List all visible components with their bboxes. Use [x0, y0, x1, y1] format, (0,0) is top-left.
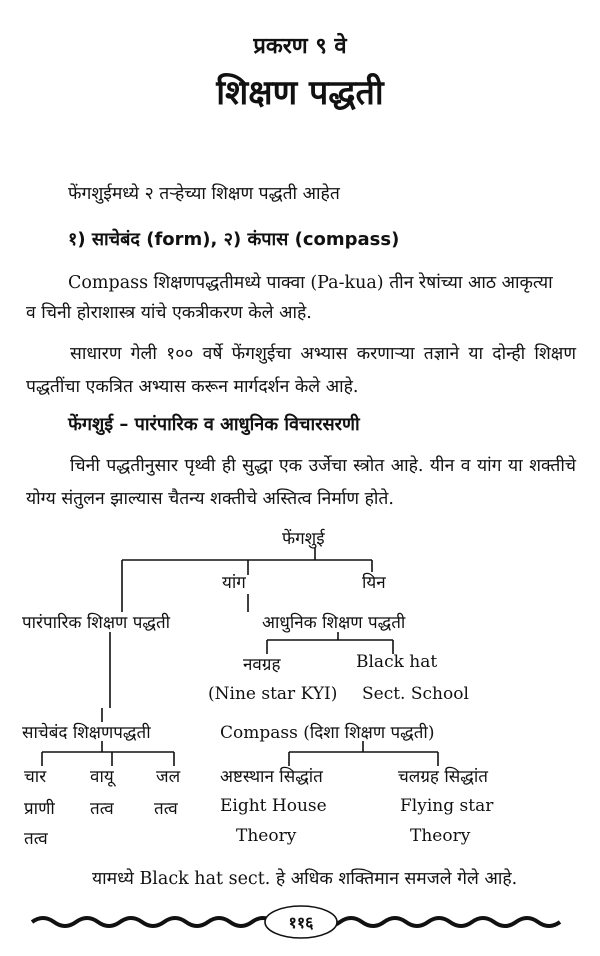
para3: चिनी पद्धतीनुसार पृथ्वी ही सुद्धा एक उर्जेचा स्त्रोत आहे. यीन व यांग या शक्तीचे योग्य संतुलन झाल्यास चैतन्य शक्तीचे अस्तित्व निर्माण होते. [26, 456, 576, 509]
tree-node-yang: यांग [222, 573, 246, 593]
types-heading: १) साचेबंद (form), २) कंपास (compass) [68, 229, 400, 250]
tree-node-navgraha: नवग्रह [243, 655, 281, 675]
section-heading: फेंगशुई – पारंपारिक व आधुनिक विचारसरणी [68, 414, 360, 435]
tree-node-sect-school: Sect. School [362, 684, 469, 704]
para1-line2: व चिनी होराशास्त्र यांचे एकत्रीकरण केले आहे. [26, 303, 312, 323]
para2: साधारण गेली १०० वर्षे फेंगशुईचा अभ्यास करणाऱ्या तज्ञाने या दोन्ही शिक्षण पद्धतींचा एकत्रित अभ्यास करून मार्गदर्शन केले आहे. [26, 344, 576, 397]
tree-node-traditional: पारंपारिक शिक्षण पद्धती [22, 613, 171, 633]
tree-leaf-jal: जल [156, 767, 181, 787]
tree-root-fengshui: फेंगशुई [282, 529, 325, 549]
tree-leaf-tatva-1: तत्व [24, 829, 48, 849]
tree-leaf-tatva-3: तत्व [154, 799, 178, 819]
tree-node-compass: Compass (दिशा शिक्षण पद्धती) [220, 723, 435, 743]
tree-leaf-theory-1: Theory [236, 826, 297, 846]
intro-text: फेंगशुईमध्ये २ तऱ्हेच्या शिक्षण पद्धती आहेत [68, 184, 340, 204]
tree-leaf-ashtasthan: अष्टस्थान सिद्धांत [220, 767, 323, 787]
tree-node-nine-star: (Nine star KYI) [208, 684, 338, 704]
tree-node-yin: यिन [362, 573, 386, 593]
tree-leaf-tatva-2: तत्व [90, 799, 114, 819]
tree-leaf-chalgraha: चलग्रह सिद्धांत [398, 767, 488, 787]
tree-leaf-vayu: वायू [90, 767, 114, 787]
tree-node-sachebandh: साचेबंद शिक्षणपद्धती [22, 723, 151, 743]
tree-leaf-prani: प्राणी [24, 799, 55, 819]
footer-note: यामध्ये Black hat sect. हे अधिक शक्तिमान समजले गेले आहे. [92, 869, 518, 889]
page-number: ११६ [288, 913, 314, 932]
para1-line1: Compass शिक्षणपद्धतीमध्ये पाक्वा (Pa-kua) तीन रेषांच्या आठ आकृत्या [68, 273, 553, 293]
tree-leaf-eight-house: Eight House [220, 796, 327, 816]
tree-node-black-hat: Black hat [356, 652, 438, 672]
chapter-label: प्रकरण ९ वे [253, 34, 347, 59]
tree-leaf-flying-star: Flying star [400, 796, 494, 816]
page-title: शिक्षण पद्धती [216, 73, 384, 113]
tree-leaf-char: चार [24, 767, 47, 787]
tree-node-modern: आधुनिक शिक्षण पद्धती [262, 613, 406, 633]
tree-leaf-theory-2: Theory [410, 826, 471, 846]
